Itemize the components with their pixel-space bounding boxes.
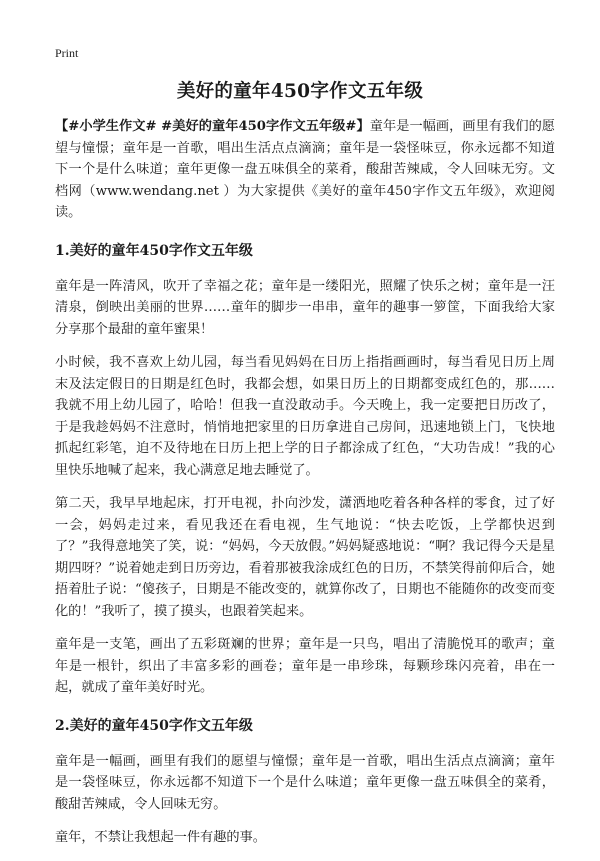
intro-text: 童年是一幅画，画里有我们的愿望与憧憬；童年是一首歌，唱出生活点点滴滴；童年是一袋怪味豆，你永远都不知道下一个是什么味道；童年更像一盘五味俱全的菜肴，酸甜苦辣咸，令人回味无穷。文档网（www.wendang.net ）为大家提供《美好的童年450字作文五年级》，欢迎阅读。: [55, 119, 555, 220]
section-1-paragraph-2: 小时候，我不喜欢上幼儿园，每当看见妈妈在日历上指指画画时，每当看见日历上周末及法定假日的日期是红色时，我都会想，如果日历上的日期都变成红色的，那……我就不用上幼儿园了，哈哈！但我一直没敢动手。今天晚上，我一定要把日历改了，于是我趁妈妈不注意时，悄悄地把家里的日历拿进自己房间，迅速地锁上门，飞快地抓起红彩笔，迫不及待地在日历上把上学的日子都涂成了红色，“大功告成！”我的心里快乐地喊了起来，我心满意足地去睡觉了。: [55, 355, 555, 478]
section-2-paragraph-2: 童年，不禁让我想起一件有趣的事。: [55, 830, 266, 845]
section-2-heading: 2.美好的童年450字作文五年级: [55, 717, 253, 734]
section-1-paragraph-3: 第二天，我早早地起床，打开电视，扑向沙发，潇洒地吃着各种各样的零食，过了好一会，妈妈走过来，看见我还在看电视，生气地说：“快去吃饭，上学都快迟到了？”我得意地笑了笑，说：“妈妈，今天放假。”妈妈疑惑地说：“啊？我记得今天是星期四呀？”说着她走到日历旁边，看着那被我涂成红色的日历，不禁笑得前仰后合，她捂着肚子说：“傻孩子，日期是不能改变的，就算你改了，日期也不能随你的改变而变化的！”我听了，摸了摸头，也跟着笑起来。: [55, 496, 555, 619]
section-1-paragraph-4: 童年是一支笔，画出了五彩斑斓的世界；童年是一只鸟，唱出了清脆悦耳的歌声；童年是一根针，织出了丰富多彩的画卷；童年是一串珍珠，每颗珍珠闪亮着，串在一起，就成了童年美好时光。: [55, 637, 555, 695]
section-2-paragraph-1: 童年是一幅画，画里有我们的愿望与憧憬；童年是一首歌，唱出生活点点滴滴；童年是一袋怪味豆，你永远都不知道下一个是什么味道；童年更像一盘五味俱全的菜肴，酸甜苦辣咸，令人回味无穷。: [55, 753, 555, 812]
section-1-heading: 1.美好的童年450字作文五年级: [55, 242, 253, 259]
intro-tags: 【#小学生作文# #美好的童年450字作文五年级#】: [55, 119, 370, 134]
page-title: 美好的童年450字作文五年级: [176, 81, 424, 102]
section-1-paragraph-1: 童年是一阵清风，吹开了幸福之花；童年是一缕阳光，照耀了快乐之树；童年是一汪清泉，倒映出美丽的世界……童年的脚步一串串，童年的趣事一箩筐，下面我给大家分享那个最甜的童年蜜果！: [55, 278, 555, 337]
article-body: [55, 116, 555, 861]
print-link[interactable]: Print: [55, 46, 79, 60]
intro-paragraph: [55, 116, 555, 224]
